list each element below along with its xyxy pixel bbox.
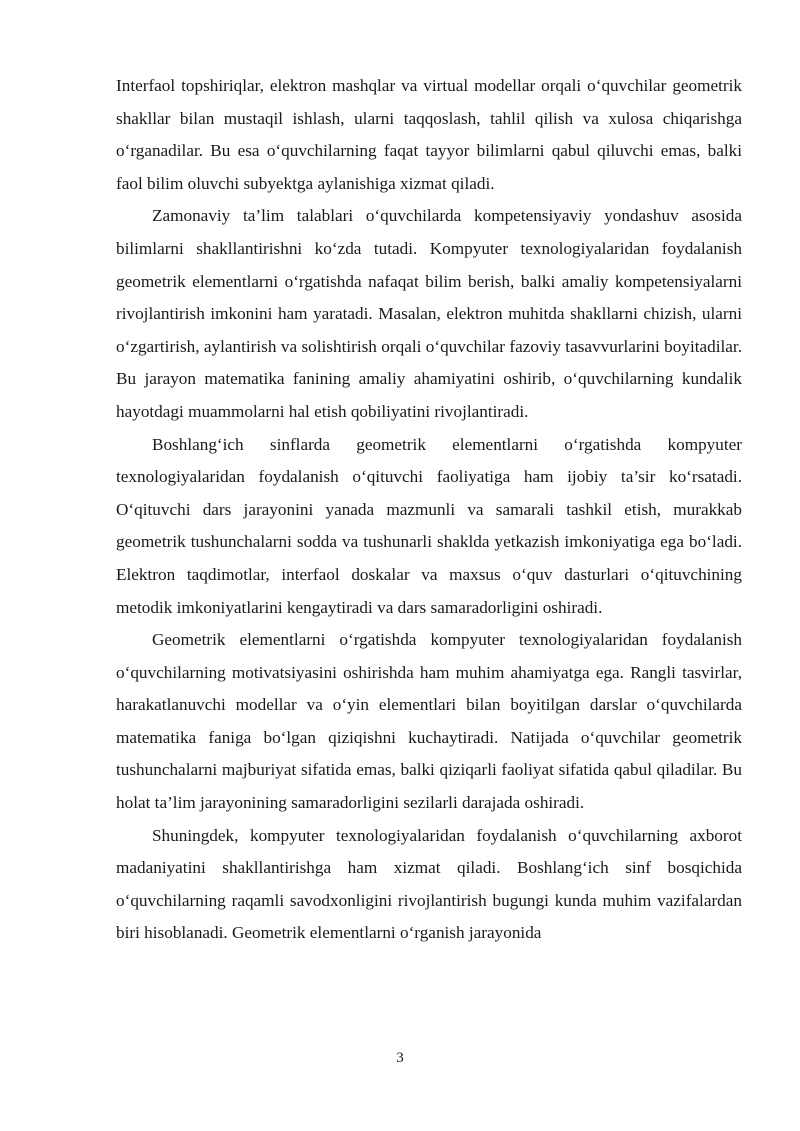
page-number: 3 <box>396 1050 404 1066</box>
paragraph-1: Interfaol topshiriqlar, elektron mashqlar va virtual modellar orqali o‘quvchilar geometrik shakllar bilan mustaqil ishlash, ularni taqqoslash, tahlil qilish va xulosa chiqarishga o‘rganadilar. Bu esa o‘quvchilarning faqat tayyor bilimlarni qabul qiluvchi emas, balki faol bilim oluvchi subyektga aylanishiga xizmat qiladi. <box>116 76 742 193</box>
body-text <box>116 70 742 950</box>
paragraph-3: Boshlang‘ich sinflarda geometrik elementlarni o‘rgatishda kompyuter texnologiyalaridan foydalanish o‘qituvchi faoliyatiga ham ijobiy ta’sir ko‘rsatadi. O‘qituvchi dars jarayonini yanada mazmunli va samarali tashkil etish, murakkab geometrik tushunchalarni sodda va tushunarli shaklda yetkazish imkoniyatiga ega bo‘ladi. Elektron taqdimotlar, interfaol doskalar va maxsus o‘quv dasturlari o‘qituvchining metodik imkoniyatlarini kengaytiradi va dars samaradorligini oshiradi. <box>116 434 742 617</box>
paragraph-2: Zamonaviy ta’lim talablari o‘quvchilarda kompetensiyaviy yondashuv asosida bilimlarni shakllantirishni ko‘zda tutadi. Kompyuter texnologiyalaridan foydalanish geometrik elementlarni o‘rgatishda nafaqat bilim berish, balki amaliy kompetensiyalarni rivojlantirish imkonini ham yaratadi. Masalan, elektron muhitda shakllarni chizish, ularni o‘zgartirish, aylantirish va solishtirish orqali o‘quvchilar fazoviy tasavvurlarini boyitadilar. Bu jarayon matematika fanining amaliy ahamiyatini oshirib, o‘quvchilarning kundalik hayotdagi muammolarni hal etish qobiliyatini rivojlantiradi. <box>116 206 742 421</box>
paragraph-5: Shuningdek, kompyuter texnologiyalaridan foydalanish o‘quvchilarning axborot madaniyatini shakllantirishga ham xizmat qiladi. Boshlang‘ich sinf bosqichida o‘quvchilarning raqamli savodxonligini rivojlantirish bugungi kunda muhim vazifalardan biri hisoblanadi. Geometrik elementlarni o‘rganish jarayonida <box>116 825 742 943</box>
paragraph-4: Geometrik elementlarni o‘rgatishda kompyuter texnologiyalaridan foydalanish o‘quvchilarning motivatsiyasini oshirishda ham muhim ahamiyatga ega. Rangli tasvirlar, harakatlanuvchi modellar va o‘yin elementlari bilan boyitilgan darslar o‘quvchilarda matematika faniga bo‘lgan qiziqishni kuchaytiradi. Natijada o‘quvchilar geometrik tushunchalarni majburiyat sifatida emas, balki qiziqarli faoliyat sifatida qabul qiladilar. Bu holat ta’lim jarayonining samaradorligini sezilarli darajada oshiradi. <box>116 630 742 813</box>
